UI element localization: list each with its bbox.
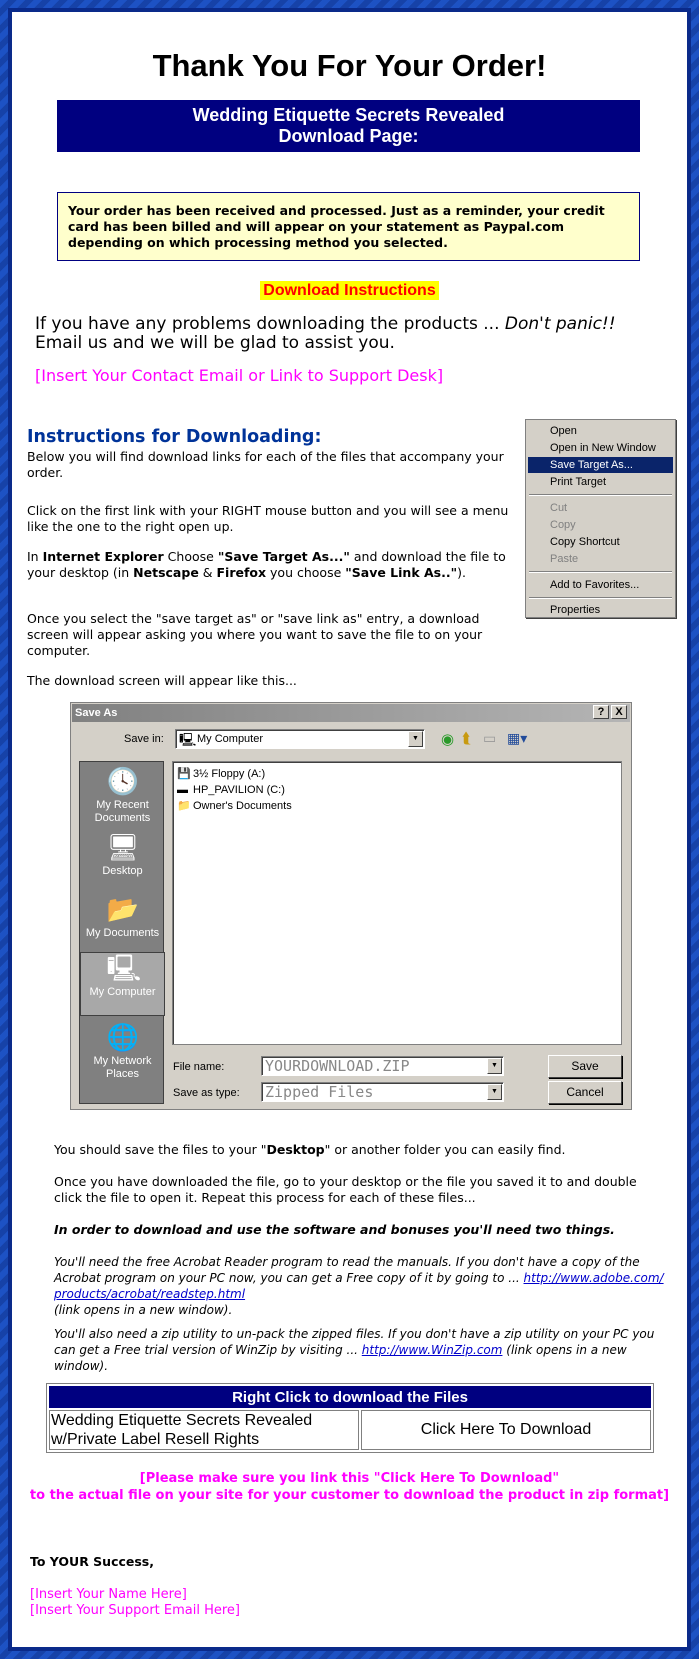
instructions-p2: Click on the first link with your RIGHT mouse button and you will see a menu like the one to the right open up.: [27, 503, 509, 534]
desktop-icon: 🖥: [106, 832, 140, 862]
instructions-p5: The download screen will appear like this...: [27, 673, 297, 688]
p3-text-b: Choose: [163, 549, 218, 564]
p3-firefox: Firefox: [216, 565, 267, 580]
instructions-p4: Once you select the "save target as" or "save link as" entry, a download screen will appear asking you where you want to save the file to on your computer.: [27, 611, 483, 658]
p3-ie: Internet Explorer: [42, 549, 164, 564]
place-my-documents-label: My Documents: [85, 927, 160, 939]
dialog-titlebar: [72, 704, 630, 722]
ctx-save-target-as: Save Target As...: [528, 457, 673, 473]
ctx-separator: [529, 494, 672, 496]
file-name-label: File name:: [173, 1061, 225, 1073]
after-p1-a: You should save the files to your ": [54, 1142, 267, 1157]
download-instructions-heading: [12, 280, 687, 300]
page-title: Thank You For Your Order!: [152, 48, 547, 83]
place-recent-label: My Recent Documents: [94, 799, 151, 824]
p3-save-link: "Save Link As..": [345, 565, 458, 580]
problems-text-1: If you have any problems downloading the products ...: [35, 314, 505, 334]
download-instructions-label: Download Instructions: [260, 281, 438, 300]
save-type-value: Zipped Files: [265, 1083, 374, 1101]
folder-icon: 📁: [177, 800, 191, 812]
save-in-combo: [175, 729, 425, 749]
p3-netscape: Netscape: [133, 565, 199, 580]
after-p1: [54, 1142, 664, 1158]
after-p4: [54, 1254, 664, 1318]
after-p5-b: (link opens in a new window).: [54, 1343, 627, 1373]
save-type-label: Save as type:: [173, 1087, 240, 1099]
banner-line-2: Download Page:: [278, 126, 419, 146]
place-network: [80, 1022, 165, 1081]
context-menu-image: [525, 419, 676, 618]
place-recent: [80, 766, 165, 825]
dialog-title: Save As: [75, 707, 118, 719]
after-p5-a: You'll also need a zip utility to un-pack the zipped files. If you don't have a zip utility on your PC you can get a Free trial version of WinZip by visiting ...: [54, 1327, 655, 1357]
after-p3: In order to download and use the software and bonuses you'll need two things.: [54, 1222, 615, 1237]
p3-text-e: you choose: [266, 565, 346, 580]
instructions-heading: Instructions for Downloading:: [27, 427, 322, 447]
up-folder-icon: ⮬: [462, 730, 471, 747]
ctx-separator: [529, 571, 672, 573]
save-dialog-image: [70, 702, 632, 1110]
product-banner: [57, 100, 640, 152]
place-my-documents: [80, 894, 165, 940]
places-bar: [79, 761, 164, 1104]
ctx-open-new-window: Open in New Window: [550, 442, 656, 454]
save-in-label: Save in:: [124, 733, 164, 745]
after-p1-desktop: Desktop: [266, 1142, 325, 1157]
link-note: [12, 1470, 687, 1504]
ctx-properties: Properties: [550, 604, 601, 616]
p3-text-f: ).: [457, 565, 466, 580]
download-link[interactable]: Click Here To Download: [361, 1410, 651, 1450]
instructions-p1: Below you will find download links for each of the files that accompany your order.: [27, 449, 504, 480]
place-my-computer-label: My Computer: [89, 986, 156, 998]
chevron-down-icon: ▼: [487, 1058, 502, 1074]
chevron-down-icon: ▼: [487, 1084, 502, 1100]
signoff-closing: To YOUR Success,: [30, 1554, 154, 1569]
after-p1-b: " or another folder you can easily find.: [324, 1142, 566, 1157]
ctx-print-target: Print Target: [550, 476, 607, 488]
network-icon: 🌐: [106, 1022, 139, 1052]
folder-icon: 📂: [106, 894, 139, 924]
list-item: [177, 782, 617, 798]
winzip-link[interactable]: http://www.WinZip.com: [361, 1343, 503, 1357]
file-label: HP_PAVILION (C:): [193, 784, 285, 796]
after-p4-a: You'll need the free Acrobat Reader program to read the manuals. If you don't have a copy of the Acrobat program on your PC now, you can get a Free copy of it by going to ...: [54, 1255, 640, 1285]
after-p5: [54, 1326, 664, 1374]
recent-documents-icon: 🕓: [106, 766, 139, 796]
ctx-cut: Cut: [550, 502, 568, 514]
save-button: Save: [548, 1055, 622, 1078]
save-in-value: My Computer: [197, 733, 264, 745]
ctx-add-favorites: Add to Favorites...: [550, 579, 640, 591]
back-icon: ◉: [441, 731, 455, 748]
file-name-value: YOURDOWNLOAD.ZIP: [265, 1057, 410, 1075]
download-table: [46, 1383, 654, 1453]
list-item: [177, 766, 617, 782]
place-desktop: [80, 832, 165, 878]
instructions-p3: [27, 549, 517, 581]
p3-text-c: and download the file to your desktop (in: [27, 549, 506, 580]
computer-icon: 🖳: [106, 953, 142, 983]
file-name-combo: [261, 1056, 504, 1076]
download-table-header: Right Click to download the Files: [49, 1386, 651, 1408]
product-line-2: w/Private Label Resell Rights: [51, 1431, 260, 1448]
problems-emph: Don't panic!!: [504, 314, 616, 334]
help-icon: ?: [593, 705, 609, 719]
signoff-name: [Insert Your Name Here]: [30, 1587, 187, 1602]
place-my-computer: [80, 952, 165, 1016]
cancel-button: Cancel: [548, 1081, 622, 1104]
views-icon: ▦▾: [507, 730, 528, 746]
p3-text-a: In: [27, 549, 43, 564]
p3-text-d: &: [198, 565, 217, 580]
ctx-separator: [529, 597, 672, 599]
place-desktop-label: Desktop: [102, 865, 143, 877]
ctx-copy-shortcut: Copy Shortcut: [550, 536, 620, 548]
file-label: Owner's Documents: [193, 800, 292, 812]
product-name-cell: [49, 1410, 359, 1450]
computer-icon: 🖳: [179, 732, 197, 747]
page-container: [8, 8, 691, 1651]
after-p2: Once you have downloaded the file, go to your desktop or the file you saved it to and double click the file to open it. Repeat this process for each of these files...: [54, 1174, 637, 1205]
table-row: [49, 1410, 651, 1450]
product-line-1: Wedding Etiquette Secrets Revealed: [51, 1412, 313, 1429]
list-item: [177, 798, 617, 814]
adobe-link[interactable]: http://www.adobe.com/products/acrobat/readstep.html: [54, 1271, 664, 1301]
problems-text-2: Email us and we will be glad to assist you.: [35, 333, 395, 353]
place-network-label: My Network Places: [93, 1055, 152, 1080]
chevron-down-icon: ▼: [408, 731, 423, 747]
link-note-line-1: [Please make sure you link this "Click Here To Download": [139, 1471, 560, 1486]
new-folder-icon: ▭: [483, 730, 497, 746]
after-p4-b: (link opens in a new window).: [54, 1303, 233, 1317]
close-icon: X: [611, 705, 627, 719]
file-list: [172, 761, 622, 1045]
floppy-icon: 💾: [177, 768, 191, 780]
signoff-email: [Insert Your Support Email Here]: [30, 1603, 240, 1618]
ctx-paste: Paste: [550, 553, 579, 565]
p3-save-target: "Save Target As...": [217, 549, 350, 564]
order-notice: Your order has been received and processed. Just as a reminder, your credit card has been billed and will appear on your statement as Paypal.com depending on which processing method you selected.: [57, 192, 640, 261]
banner-line-1: Wedding Etiquette Secrets Revealed: [192, 105, 505, 125]
save-type-combo: [261, 1082, 504, 1102]
link-note-line-2: to the actual file on your site for your customer to download the product in zip format]: [29, 1488, 670, 1503]
problems-text: [35, 315, 655, 353]
ctx-open: Open: [550, 425, 577, 437]
contact-placeholder[interactable]: [Insert Your Contact Email or Link to Support Desk]: [35, 366, 444, 385]
file-label: 3½ Floppy (A:): [193, 768, 266, 780]
ctx-copy: Copy: [550, 519, 576, 531]
drive-icon: ▬: [177, 784, 188, 796]
